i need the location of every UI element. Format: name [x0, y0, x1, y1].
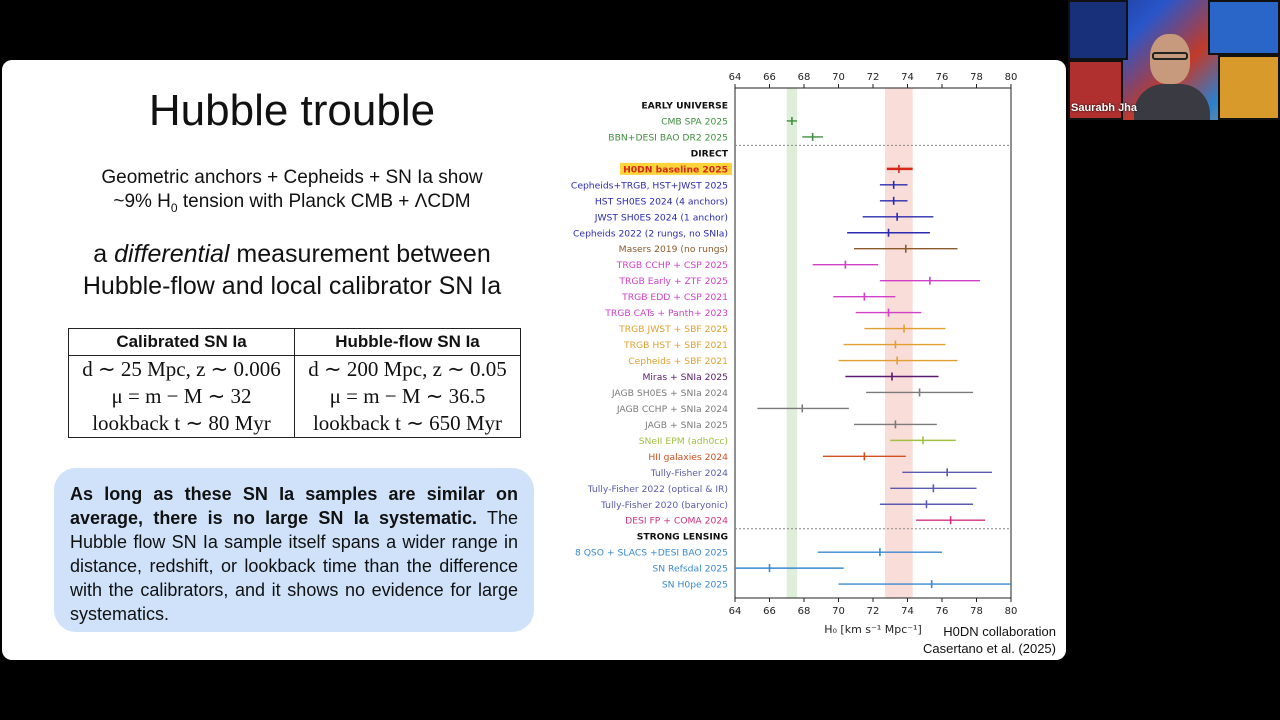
row-label: TRGB Early + ZTF 2025: [619, 276, 728, 288]
table-row: [69, 383, 521, 410]
stained-glass-pane: [1068, 0, 1128, 60]
row-label: SN Refsdal 2025: [652, 563, 728, 575]
row-label: TRGB JWST + SBF 2025: [619, 324, 728, 336]
callout-box: [54, 468, 534, 632]
slide: [2, 60, 1066, 660]
section-header-label: DIRECT: [690, 148, 728, 160]
x-tick-label-top: 64: [728, 72, 742, 83]
row-label: Tully-Fisher 2020 (baryonic): [600, 499, 728, 511]
section-header-label: EARLY UNIVERSE: [641, 100, 728, 112]
credit-line-1: H0DN collaboration: [943, 624, 1056, 639]
table-row: [69, 356, 521, 384]
chart-band-1: [885, 88, 913, 598]
stained-glass-pane: [1218, 55, 1280, 120]
section-header-label: STRONG LENSING: [636, 531, 728, 543]
table-cell: d ∼ 25 Mpc, z ∼ 0.006: [69, 356, 295, 384]
x-tick-label-top: 76: [935, 72, 949, 83]
table-header-hubble-flow: Hubble-flow SN Ia: [295, 329, 521, 356]
differential-line-2: Hubble-flow and local calibrator SN Ia: [82, 272, 502, 300]
chart-frame: [735, 88, 1011, 598]
row-label: BBN+DESI BAO DR2 2025: [608, 132, 728, 144]
x-tick-label-top: 66: [763, 72, 776, 83]
x-tick-label-top: 72: [866, 72, 880, 83]
row-label: JAGB SH0ES + SNIa 2024: [611, 387, 728, 399]
x-tick-label-top: 74: [901, 72, 914, 83]
x-tick-label-top: 70: [832, 72, 845, 83]
row-label: TRGB CATs + Panth+ 2023: [605, 308, 728, 320]
differential-statement: [42, 238, 542, 302]
row-label: JAGB + SNIa 2025: [645, 419, 728, 431]
x-tick-label-top: 68: [797, 72, 811, 83]
credit: [923, 623, 1056, 657]
x-tick-label-bottom: 74: [901, 606, 914, 617]
x-tick-label-bottom: 80: [1004, 606, 1018, 617]
x-tick-label-bottom: 66: [763, 606, 776, 617]
slide-subtitle: [62, 166, 522, 220]
row-label: TRGB CCHP + CSP 2025: [616, 260, 728, 272]
row-label: SNeII EPM (adh0cc): [638, 435, 728, 447]
callout-bold-text: As long as these SN Ia samples are similar on average, there is no large SN Ia systematic.: [70, 484, 518, 528]
table-header-calibrated: Calibrated SN Ia: [69, 329, 295, 356]
row-label: HII galaxies 2024: [648, 451, 728, 463]
row-label: Cepheids 2022 (2 rungs, no SNIa): [573, 228, 728, 240]
table-cell: d ∼ 200 Mpc, z ∼ 0.05: [295, 356, 521, 384]
speaker-body: [1134, 84, 1210, 120]
row-label: Cepheids+TRGB, HST+JWST 2025: [570, 180, 728, 192]
slide-title: Hubble trouble: [148, 86, 436, 135]
row-label: Tully-Fisher 2024: [650, 467, 728, 479]
differential-line-1: a differential measurement between: [93, 240, 491, 268]
x-tick-label-bottom: 68: [797, 606, 811, 617]
sn-comparison-table: [68, 328, 521, 438]
row-label: JAGB CCHP + SNIa 2024: [616, 403, 728, 415]
x-tick-label-bottom: 72: [866, 606, 880, 617]
subtitle-line-1: Geometric anchors + Cepheids + SN Ia show: [101, 167, 483, 188]
x-tick-label-bottom: 76: [935, 606, 949, 617]
glasses-icon: [1152, 52, 1188, 60]
x-tick-label-top: 80: [1004, 72, 1018, 83]
row-label: TRGB HST + SBF 2021: [624, 340, 728, 352]
table-cell: lookback t ∼ 650 Myr: [295, 410, 521, 438]
subtitle-line-2: ~9% $H_0$ tension with Planck CMB + ΛCDM: [113, 191, 471, 215]
x-axis-label: H₀ [km s⁻¹ Mpc⁻¹]: [824, 623, 922, 636]
speaker-video[interactable]: [1068, 0, 1280, 120]
h0-whisker-chart: [562, 60, 1062, 660]
row-label: Cepheids + SBF 2021: [628, 356, 728, 368]
row-label: DESI FP + COMA 2024: [625, 515, 728, 527]
stained-glass-pane: [1208, 0, 1280, 55]
row-label: JWST SH0ES 2024 (1 anchor): [594, 212, 728, 224]
row-label: HST SH0ES 2024 (4 anchors): [594, 196, 728, 208]
table-row: [69, 410, 521, 438]
row-label: CMB SPA 2025: [661, 116, 728, 128]
chart-band-0: [787, 88, 797, 598]
table-cell: μ = m − M ∼ 32: [69, 383, 295, 410]
row-label: Miras + SNIa 2025: [642, 371, 728, 383]
credit-line-2: Casertano et al. (2025): [923, 641, 1056, 656]
x-tick-label-bottom: 70: [832, 606, 845, 617]
row-label: Masers 2019 (no rungs): [618, 244, 728, 256]
row-label: TRGB EDD + CSP 2021: [622, 292, 728, 304]
row-label: 8 QSO + SLACS +DESI BAO 2025: [574, 547, 728, 559]
speaker-name: Saurabh Jha: [1071, 102, 1138, 114]
x-tick-label-top: 78: [970, 72, 983, 83]
table-cell: lookback t ∼ 80 Myr: [69, 410, 295, 438]
x-tick-label-bottom: 78: [970, 606, 983, 617]
row-label: Tully-Fisher 2022 (optical & IR): [587, 483, 728, 495]
row-label: H0DN baseline 2025: [623, 164, 728, 176]
callout-text: The Hubble flow SN Ia sample itself spans a wider range in distance, redshift, or lookback time than the difference with the calibrators, and it shows no evidence for large systematics.: [70, 508, 518, 624]
table-cell: μ = m − M ∼ 36.5: [295, 383, 521, 410]
x-tick-label-bottom: 64: [728, 606, 742, 617]
row-label: SN H0pe 2025: [661, 579, 728, 591]
